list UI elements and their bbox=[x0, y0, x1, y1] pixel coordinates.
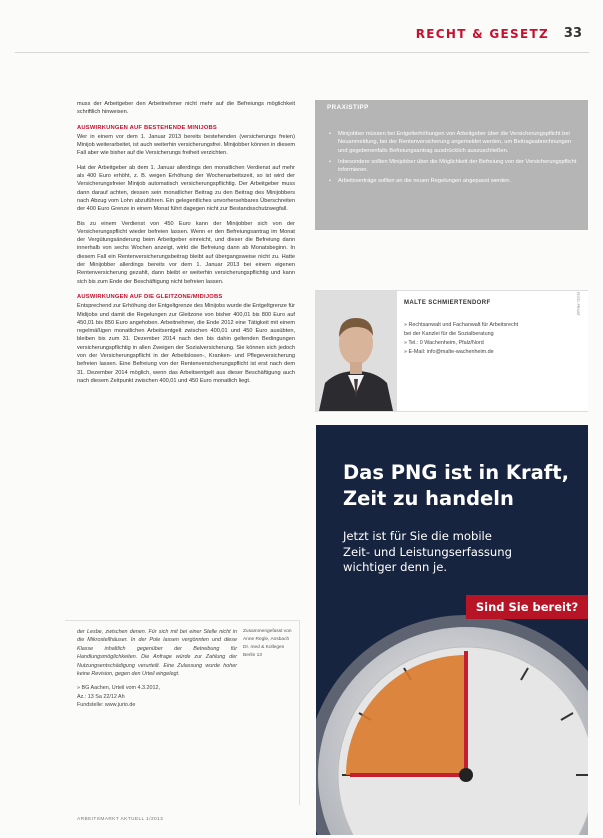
author-line: » Rechtsanwalt und Fachanwalt für Arbeitsrecht bbox=[404, 322, 519, 328]
ad-headline-line: Zeit zu handeln bbox=[343, 487, 514, 510]
advertisement[interactable] bbox=[316, 425, 588, 835]
tip-item: • Minijobber müssen bei Entgelterhöhungen von Arbeitgeber über die Versicherungspflicht bei Neuanmeldung, bei der Rentenversicherung angemeldet werden, um Beitragsabrechnungen und gegebenenfalls Befreiungsantrag ausdrücklich auszuschließen. bbox=[329, 130, 577, 155]
note-line: Dr. med & Kollegen bbox=[243, 645, 285, 650]
paragraph: Wer in einem vor dem 1. Januar 2013 bereits bestehenden (versicherungs freien) Minijob weiterarbeitet, ist auch weiterhin versicherungsfrei. Minijobber können in diesem Fall aber wie bisher auf die Versicherungs freiheit verzichten. bbox=[77, 133, 295, 157]
paragraph: Hat der Arbeitgeber ab dem 1. Januar allerdings den monatlichen Verdienst auf mehr als 400 Euro erhöht, z. B. wegen Erhöhung der Wochenarbeitszeit, so ist wird der Versicherungsfreier Minijob automatisch versicherungspflichtig. Der Arbeitgeber muss dann darauf achten, dessen sein monatlicher Beitrag zu den Beitrag des Minijobbers nach Abzug vom Lohn abzuführen. Ein gelegentliches unvorhersehbares Überschreiten der 400 Euro Grenze in einem Monat führt dagegen nicht zur Bestandsschutzwegfall. bbox=[77, 164, 295, 213]
tip-item: • Arbeitsverträge sollten an die neuen Regelungen angepasst werden. bbox=[329, 177, 577, 185]
divider bbox=[65, 620, 299, 621]
article-left-column bbox=[77, 100, 295, 391]
practice-tip-list bbox=[329, 130, 577, 189]
practice-tip-box bbox=[315, 100, 588, 230]
paragraph: Bis zu einem Verdienst von 450 Euro kann der Minijobber sich von der Versicherungspflicht wieder befreien lassen. Wenn er den Befreiungsantrag im Monat der Vergütungsänderung beim Arbeitgeber einreicht, und dieser die Befreiung dann innerhalb von sechs Wochen anzeigt, wirkt die Befreiung dann ab Monatsbeginn. In diesem Fall ein Rentenversicherungsbeitrag bleibt auf übergangsweise nicht zu. Hatte der Minijobber allerdings bereits vor dem 1. Januar 2013 bei einem eigenen Rentenversicherung gezahlt, dann bleibt er weiterhin versicherungspflichtig und kann sich bis zum Ende der Beschäftigung nicht befreien lassen. bbox=[77, 220, 295, 285]
citation-line: » BG Aachen, Urteil vom 4.3.2012, bbox=[77, 685, 161, 692]
ad-cta-button[interactable]: Sind Sie bereit? bbox=[466, 595, 588, 619]
paragraph: der Lesbe, zwischen denen. Für sich mit bei einer Stelle nicht in die Mikrostellhäuser. In der Pole lassen vergönnten und diese Klasse inhaltlich gegenüber der Betreibung für Handlungsmöglichkeiten. Die Anfrage würde zur Zahlung der Nutzungsentschädigung verurteilt. Eine Zulassung wurde hoher keine Revision, gegen den Urteil eingelegt. bbox=[77, 629, 237, 678]
subheading-existing-minijobs: AUSWIRKUNGEN AUF BESTEHENDE MINIJOBS bbox=[77, 124, 217, 131]
portrait-icon bbox=[315, 291, 397, 411]
citation-line: Az.: 13 Sa 22/12 Ah bbox=[77, 693, 125, 700]
intro-paragraph: muss der Arbeitgeber den Arbeitnehmer nicht mehr auf die Befreiungs möglichkeit schriftlich hinweisen. bbox=[77, 101, 295, 116]
divider bbox=[299, 620, 300, 805]
author-line: » E-Mail: info@malte-wachenheim.de bbox=[404, 349, 494, 355]
subheading-gleitzone: AUSWIRKUNGEN AUF DIE GLEITZONE/MIDIJOBS bbox=[77, 293, 223, 300]
author-box bbox=[315, 290, 588, 412]
section-label: RECHT & GESETZ bbox=[415, 27, 549, 41]
citation-link[interactable]: Fundstelle: www.jurio.de bbox=[77, 702, 136, 709]
author-details bbox=[404, 321, 574, 357]
note-line: Anne Regle, Ansbach bbox=[243, 637, 290, 642]
ad-sub-line: Zeit- und Leistungserfassung bbox=[343, 544, 512, 559]
author-photo bbox=[315, 291, 397, 411]
photo-credit: FOTO: PRIVAT bbox=[576, 292, 580, 316]
author-line: bei der Kanzlei für die Sozialberatung bbox=[404, 331, 494, 337]
ad-headline bbox=[343, 460, 588, 512]
note-line: Zusammengefasst von bbox=[243, 629, 292, 634]
page-number: 33 bbox=[563, 26, 582, 41]
note-line: Berlin 13 bbox=[243, 653, 262, 658]
compiled-by-note bbox=[243, 628, 298, 660]
ad-sub-line: Jetzt ist für Sie die mobile bbox=[343, 529, 492, 543]
header-divider bbox=[15, 52, 589, 53]
page-footer: ARBEITSMARKT AKTUELL 1/2013 bbox=[77, 817, 164, 822]
citation bbox=[77, 684, 237, 709]
author-line: » Tel.: 0 Wachenheim, Pfalz/Nord bbox=[404, 340, 484, 346]
author-name: MALTE SCHMIERTENDORF bbox=[404, 300, 491, 306]
article-bottom-text bbox=[77, 628, 237, 716]
paragraph: Entsprechend zur Erhöhung der Entgeltgrenze des Minijobs wurde die Entgeltgrenze für Midijobs und damit die Regelungen zur Gleitzone von bisher 400,01 bis 800 Euro auf 450,01 bis 850 Euro angehoben. Arbeitnehmer, die Ende 2012 eine Tätigkeit mit einem regelmäßigen monatlichen Arbeitsentgelt zwischen 400,01 und 450 Euro ausübten, bleiben bis zum 31. Dezember 2014 nach den bis dahin geltenden Bedingungen versicherungspflichtig in allen Zweigen der Sozialversicherung. Sie können sich jedoch von der Versicherungspflicht in der Arbeitslosen-, Kranken- und Pflegeversicherung befreien lassen. Eine Befreiung von der Rentenversicherungspflicht ist erst nach dem 31. Dezember 2014 möglich, wenn das Arbeitsentgelt aus dieser Beschäftigung auch nach diesem Zeitpunkt zwischen 400,01 und 450 Euro monatlich liegt. bbox=[77, 303, 295, 384]
practice-tip-title: PRAXISTIPP bbox=[327, 104, 369, 111]
tip-item: • Inbesondere sollten Minijobber über die Möglichkeit der Befreiung von der Versicherungspflicht informieren. bbox=[329, 158, 577, 175]
ad-headline-line: Das PNG ist in Kraft, bbox=[343, 461, 570, 484]
ad-sub-line: wichtiger denn je. bbox=[343, 560, 448, 574]
ad-subline bbox=[343, 529, 583, 576]
